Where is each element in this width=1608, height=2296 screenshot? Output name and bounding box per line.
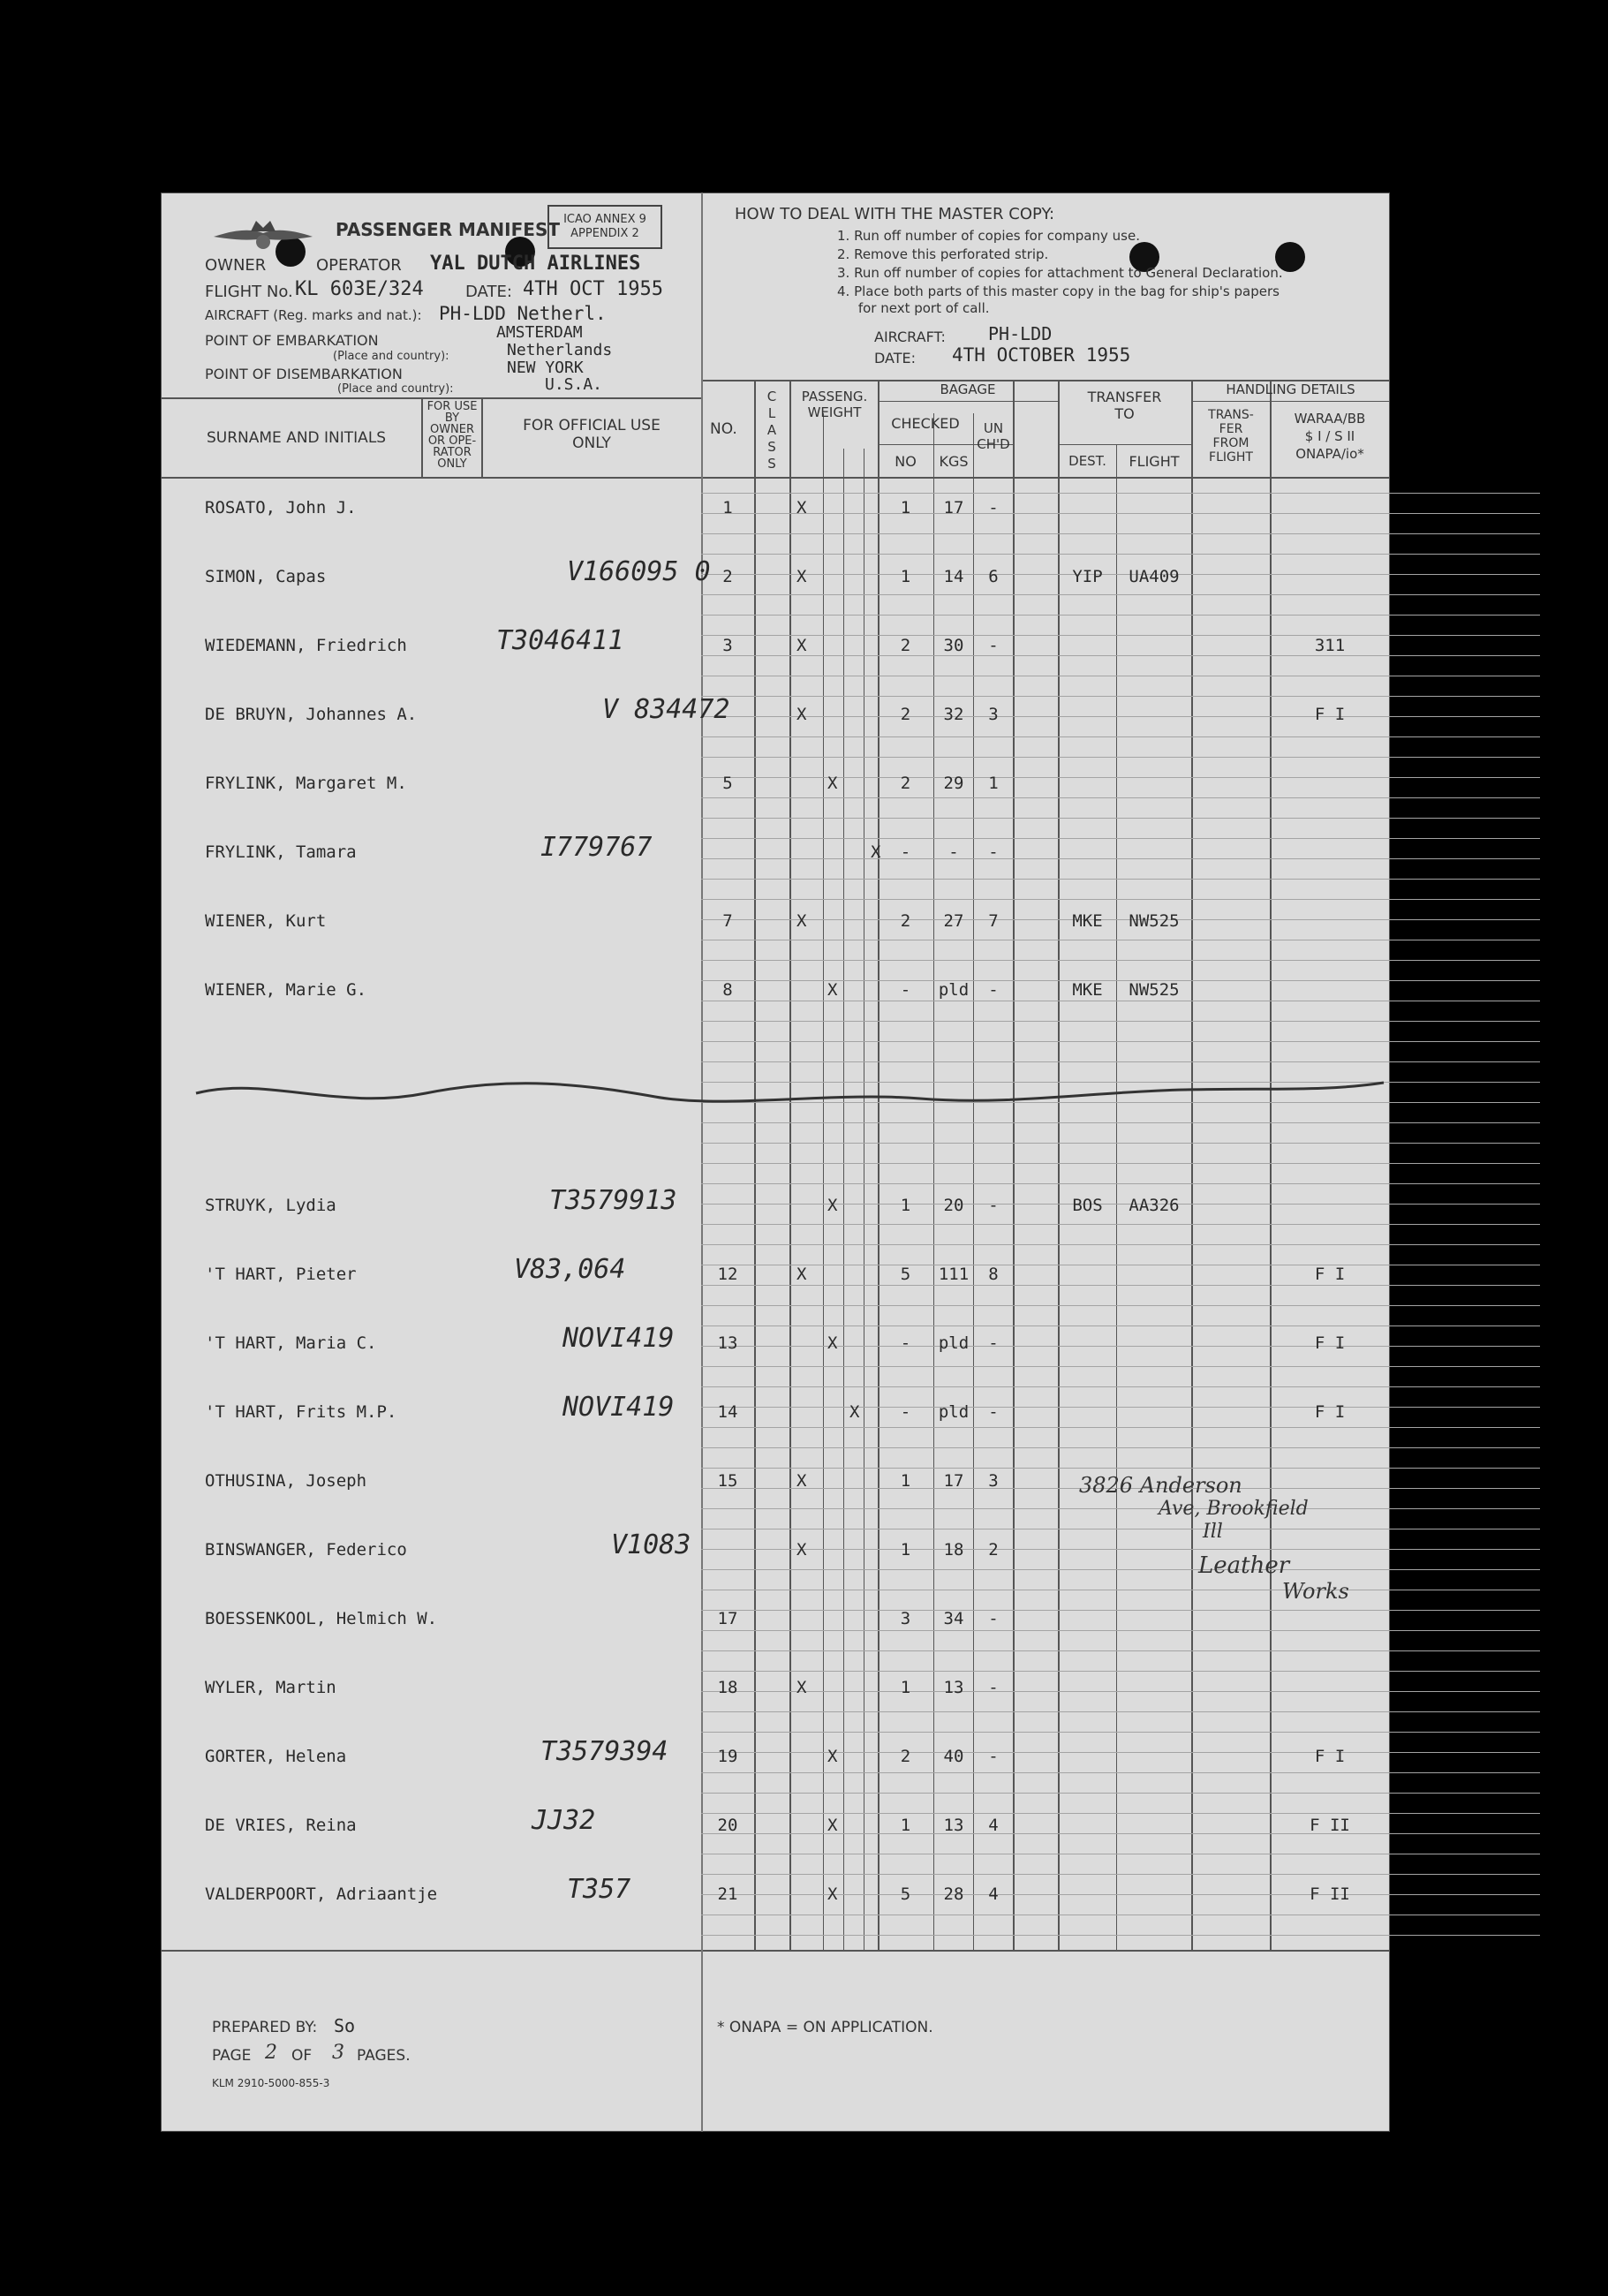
bagage-kgs: 27 [943, 911, 964, 931]
passenger-name: 'T HART, Frits M.P. [205, 1402, 397, 1422]
ruled-line [701, 1691, 1540, 1692]
official-line: FOR OFFICIAL USE [523, 417, 661, 434]
col-header-bagage: BAGAGE [940, 381, 996, 397]
transfer-dest: MKE [1072, 980, 1103, 1000]
passenger-number: 8 [722, 980, 733, 1000]
bagage-unchecked: 6 [988, 567, 999, 586]
bagage-kgs: 30 [943, 636, 964, 655]
unchd-line: CH'D [977, 436, 1010, 452]
master-copy-title: HOW TO DEAL WITH THE MASTER COPY: [735, 205, 1055, 223]
bagage-kgs: 34 [943, 1609, 964, 1628]
official-line: ONLY [572, 434, 611, 452]
owner-use-line: ONLY [437, 457, 467, 471]
bagage-sub-divider [878, 401, 1058, 402]
master-aircraft-label: AIRCRAFT: [874, 329, 946, 345]
ruled-line [701, 838, 1540, 839]
ruled-line [701, 1569, 1540, 1570]
ruled-line [701, 1874, 1540, 1875]
handwritten-strike-line [161, 1067, 1390, 1120]
icao-annex: ICAO ANNEX 9 [563, 213, 646, 226]
operator-label: OPERATOR [316, 256, 402, 275]
master-copy-step: 1. Run off number of copies for company use. [837, 228, 1140, 244]
handwritten-passport-no: NOVI419 [562, 1392, 675, 1423]
of-label: OF [291, 2047, 313, 2065]
bagage-kgs: 40 [943, 1747, 964, 1766]
bagage-kgs: 14 [943, 567, 964, 586]
bagage-unchecked: 3 [988, 1471, 999, 1491]
bagage-unchecked: 4 [988, 1884, 999, 1904]
bagage-kgs: 13 [943, 1678, 964, 1697]
ruled-line [701, 615, 1540, 616]
passeng-line: WEIGHT [807, 404, 862, 420]
bagage-unchecked: 8 [988, 1265, 999, 1284]
date-label: DATE: [465, 283, 512, 301]
bagage-kgs: - [948, 842, 959, 862]
class-weight-x-mark: X [796, 1540, 807, 1560]
class-letter: S [767, 456, 776, 472]
passenger-number: 17 [717, 1609, 738, 1628]
ruled-line [701, 960, 1540, 961]
passenger-name: GORTER, Helena [205, 1747, 347, 1766]
manifest-sheet [161, 193, 1390, 2132]
passenger-name: FRYLINK, Tamara [205, 842, 357, 862]
icao-box [547, 205, 662, 249]
passenger-name: OTHUSINA, Joseph [205, 1471, 367, 1491]
bagage-kgs: 13 [943, 1816, 964, 1835]
class-weight-x-mark: X [827, 1333, 838, 1353]
bagage-count: 2 [900, 636, 911, 655]
ruled-line [701, 1772, 1540, 1773]
owner-use-line: RATOR [433, 446, 472, 459]
ruled-line [701, 1061, 1540, 1062]
passenger-number: 18 [717, 1678, 738, 1697]
bagage-unchecked: - [988, 636, 999, 655]
passenger-number: 15 [717, 1471, 738, 1491]
ruled-line [701, 879, 1540, 880]
master-date-value: 4TH OCTOBER 1955 [952, 344, 1131, 366]
handling-sub-divider [1191, 401, 1390, 402]
bagage-unchecked: - [988, 1333, 999, 1353]
pages-label: PAGES. [357, 2047, 411, 2065]
waraa-line: ONAPA/io* [1295, 446, 1364, 462]
handwritten-passport-no: T3046411 [496, 625, 624, 656]
handwritten-passport-no: T3579913 [549, 1185, 677, 1216]
trans-from-line: TRANS- [1208, 408, 1254, 422]
ruled-line [701, 1508, 1540, 1509]
passenger-name: VALDERPOORT, Adriaantje [205, 1884, 438, 1904]
class-weight-x-mark: X [796, 498, 807, 517]
class-weight-x-mark: X [796, 705, 807, 724]
class-weight-x-mark: X [796, 1471, 807, 1491]
col-divider [843, 449, 844, 1950]
handwritten-address-line: Ill [1203, 1521, 1223, 1543]
bagage-unchecked: - [988, 1402, 999, 1422]
bagage-kgs: pld [938, 980, 970, 1000]
transfer-flight: AA326 [1129, 1196, 1180, 1215]
bagage-kgs: pld [938, 1402, 970, 1422]
onapa-note: * ONAPA = ON APPLICATION. [717, 2019, 933, 2036]
bagage-count: 1 [900, 1471, 911, 1491]
bagage-kgs: 20 [943, 1196, 964, 1215]
bagage-unchecked: - [988, 842, 999, 862]
aircraft-value: PH-LDD Netherl. [439, 303, 607, 324]
ruled-line [701, 1325, 1540, 1326]
handwritten-passport-no: V166095 0 [567, 556, 711, 587]
ruled-line [701, 1793, 1540, 1794]
col-divider [421, 397, 423, 477]
handling-code: F I [1314, 1747, 1346, 1766]
bagage-count: 1 [900, 1678, 911, 1697]
trans-from-line: FER [1219, 422, 1243, 436]
handwritten-address-line: Ave, Brookfield [1159, 1498, 1309, 1520]
passenger-name: 'T HART, Maria C. [205, 1333, 377, 1353]
passenger-name: FRYLINK, Margaret M. [205, 774, 407, 793]
bagage-count: 3 [900, 1609, 911, 1628]
bagage-count: 1 [900, 1816, 911, 1835]
owner-label: OWNER [205, 256, 267, 275]
bagage-unchecked: 7 [988, 911, 999, 931]
col-divider [823, 413, 824, 1950]
handling-code: 311 [1314, 636, 1346, 655]
bagage-unchecked: - [988, 1678, 999, 1697]
handwritten-address-line: Leather [1198, 1552, 1290, 1579]
bagage-count: 1 [900, 1196, 911, 1215]
date-value: 4TH OCT 1955 [523, 278, 663, 300]
transfer-line: TRANSFER [1087, 389, 1162, 405]
bagage-count: 1 [900, 498, 911, 517]
ruled-line [701, 797, 1540, 798]
ruled-line [701, 1224, 1540, 1225]
passenger-number: 12 [717, 1265, 738, 1284]
ruled-line [701, 533, 1540, 534]
ruled-line [701, 696, 1540, 697]
transfer-flight: NW525 [1129, 911, 1180, 931]
bagage-kgs: 29 [943, 774, 964, 793]
bagage-unchecked: 4 [988, 1816, 999, 1835]
passenger-name: WIENER, Marie G. [205, 980, 367, 1000]
passenger-name: SIMON, Capas [205, 567, 327, 586]
bagage-kgs: 17 [943, 1471, 964, 1491]
passenger-number: 14 [717, 1402, 738, 1422]
ruled-line [701, 635, 1540, 636]
ruled-line [701, 1610, 1540, 1611]
ruled-line [701, 1305, 1540, 1306]
col-header-surname: SURNAME AND INITIALS [207, 429, 387, 447]
icao-appendix: APPENDIX 2 [570, 227, 639, 240]
ruled-line [701, 1549, 1540, 1550]
ruled-line [701, 736, 1540, 737]
bagage-kgs: 111 [938, 1265, 970, 1284]
passenger-name: BINSWANGER, Federico [205, 1540, 407, 1560]
col-header-checked: CHECKED [891, 415, 960, 432]
page-label: PAGE [212, 2047, 252, 2065]
class-weight-x-mark: X [827, 1816, 838, 1835]
handwritten-passport-no: I779767 [540, 832, 653, 863]
ruled-line [701, 655, 1540, 656]
passeng-line: PASSENG. [801, 389, 868, 404]
bagage-unchecked: 3 [988, 705, 999, 724]
class-weight-x-mark: X [796, 1265, 807, 1284]
bagage-kgs: pld [938, 1333, 970, 1353]
handling-code: F II [1310, 1884, 1350, 1904]
perforation-line [701, 193, 703, 2132]
bagage-unchecked: 2 [988, 1540, 999, 1560]
passenger-name: 'T HART, Pieter [205, 1265, 357, 1284]
ruled-line [701, 1407, 1540, 1408]
bagage-count: - [900, 980, 911, 1000]
master-copy-step: 2. Remove this perforated strip. [837, 246, 1049, 262]
disembark-label: POINT OF DISEMBARKATION [205, 366, 403, 382]
col-header-unchd [974, 420, 1013, 452]
ruled-line [701, 1041, 1540, 1042]
bagage-count: - [900, 1333, 911, 1353]
ruled-line [701, 1935, 1540, 1936]
class-weight-x-mark: X [827, 774, 838, 793]
col-header-official [484, 417, 699, 452]
passenger-number: 5 [722, 774, 733, 793]
owner-use-line: OR OPE- [427, 434, 477, 448]
passenger-name: WIENER, Kurt [205, 911, 327, 931]
col-header-transfer [1058, 389, 1191, 422]
handwritten-passport-no: JJ32 [532, 1805, 596, 1836]
ruled-line [701, 1183, 1540, 1184]
prepared-by-label: PREPARED BY: [212, 2019, 318, 2036]
passenger-name: WYLER, Martin [205, 1678, 336, 1697]
ruled-line [701, 1671, 1540, 1672]
col-header-kgs: KGS [939, 453, 969, 470]
master-copy-step: 3. Run off number of copies for attachment to General Declaration. [837, 265, 1283, 281]
handwritten-passport-no: V 834472 [602, 694, 730, 725]
ruled-line [701, 1244, 1540, 1245]
ruled-line [701, 1813, 1540, 1814]
place-country-hint: (Place and country): [337, 382, 454, 396]
passenger-name: DE VRIES, Reina [205, 1816, 357, 1835]
transfer-sub-divider [1058, 444, 1191, 445]
passenger-number: 21 [717, 1884, 738, 1904]
master-copy-step: for next port of call. [837, 300, 990, 316]
handwritten-address-line: 3826 Anderson [1079, 1473, 1242, 1498]
handwritten-passport-no: T357 [567, 1874, 631, 1905]
ruled-line [701, 1650, 1540, 1651]
bagage-count: - [900, 842, 911, 862]
passenger-name: BOESSENKOOL, Helmich W. [205, 1609, 438, 1628]
passenger-name: WIEDEMANN, Friedrich [205, 636, 407, 655]
class-weight-x-mark: X [827, 1747, 838, 1766]
column-header-bottom [161, 477, 1390, 479]
ruled-line [701, 1366, 1540, 1367]
class-letter: C [766, 389, 777, 404]
ruled-line [701, 594, 1540, 595]
ruled-line [701, 1021, 1540, 1022]
master-aircraft-value: PH-LDD [988, 323, 1053, 344]
aircraft-label: AIRCRAFT (Reg. marks and nat.): [205, 307, 422, 323]
handling-code: F II [1310, 1816, 1350, 1835]
ruled-line [701, 1285, 1540, 1286]
place-country-hint: (Place and country): [333, 350, 449, 363]
transfer-flight: UA409 [1129, 567, 1180, 586]
ruled-line [701, 1122, 1540, 1123]
bagage-kgs: 17 [943, 498, 964, 517]
passenger-number: 19 [717, 1747, 738, 1766]
form-code: KLM 2910-5000-855-3 [212, 2077, 330, 2089]
bagage-count: 5 [900, 1884, 911, 1904]
transfer-dest: BOS [1072, 1196, 1103, 1215]
class-weight-x-mark: X [796, 911, 807, 931]
ruled-line [701, 1711, 1540, 1712]
ruled-line [701, 899, 1540, 900]
embark-value-country: Netherlands [507, 341, 613, 359]
transfer-line: TO [1114, 405, 1135, 422]
col-header-no: NO. [710, 420, 737, 438]
bagage-unchecked: - [988, 1609, 999, 1628]
ruled-line [701, 493, 1540, 494]
owner-use-line: FOR USE [427, 400, 478, 413]
bagage-count: 1 [900, 1540, 911, 1560]
handling-code: F I [1314, 1402, 1346, 1422]
trans-from-line: FLIGHT [1209, 450, 1253, 464]
handwritten-passport-no: NOVI419 [562, 1323, 675, 1354]
passenger-number: 3 [722, 636, 733, 655]
prepared-by-value: So [334, 2015, 356, 2036]
handling-code: F I [1314, 705, 1346, 724]
ruled-line [701, 1427, 1540, 1428]
flight-value: KL 603E/324 [295, 278, 424, 300]
bagage-count: 1 [900, 567, 911, 586]
handwritten-address-line: Works [1282, 1579, 1349, 1604]
handwritten-passport-no: V83,064 [514, 1254, 626, 1285]
bagage-kgs: 28 [943, 1884, 964, 1904]
class-weight-x-mark: X [849, 1402, 860, 1422]
bagage-count: 2 [900, 705, 911, 724]
bagage-unchecked: - [988, 980, 999, 1000]
page-value: 2 [265, 2042, 277, 2064]
class-weight-x-mark: X [796, 636, 807, 655]
bagage-kgs: 18 [943, 1540, 964, 1560]
bagage-count: 2 [900, 774, 911, 793]
ruled-line [701, 1732, 1540, 1733]
flight-label: FLIGHT No. [205, 283, 293, 301]
col-header-checked-no: NO [895, 453, 917, 470]
ruled-line [701, 513, 1540, 514]
embark-value-city: AMSTERDAM [496, 323, 583, 342]
handwritten-passport-no: V1083 [611, 1529, 691, 1560]
col-header-passeng-weight [791, 389, 878, 420]
bagage-count: 5 [900, 1265, 911, 1284]
col-header-dest: DEST. [1068, 453, 1106, 469]
passenger-name: ROSATO, John J. [205, 498, 357, 517]
class-weight-x-mark: X [827, 1884, 838, 1904]
handling-code: F I [1314, 1265, 1346, 1284]
bagage-count: 2 [900, 911, 911, 931]
class-weight-x-mark: X [827, 1196, 838, 1215]
ruled-line [701, 1447, 1540, 1448]
ruled-line [701, 716, 1540, 717]
col-header-handling: HANDLING DETAILS [1226, 381, 1355, 397]
class-letter: L [767, 405, 776, 421]
bagage-unchecked: - [988, 498, 999, 517]
bagage-unchecked: - [988, 1196, 999, 1215]
trans-from-line: FROM [1212, 436, 1249, 450]
bagage-kgs: 32 [943, 705, 964, 724]
waraa-line: WARAA/BB [1294, 411, 1366, 427]
master-date-label: DATE: [874, 350, 917, 366]
disembark-value-city: NEW YORK [507, 359, 584, 377]
bagage-unchecked: - [988, 1747, 999, 1766]
table-bottom [161, 1950, 1390, 1952]
passenger-number: 2 [722, 567, 733, 586]
col-header-owner-use [424, 401, 480, 470]
bagage-count: 2 [900, 1747, 911, 1766]
bagage-unchecked: 1 [988, 774, 999, 793]
manifest-title: PASSENGER MANIFEST [336, 219, 560, 240]
col-header-class [756, 389, 788, 472]
embark-label: POINT OF EMBARKATION [205, 332, 379, 349]
disembark-value-country: U.S.A. [545, 375, 603, 394]
transfer-flight: NW525 [1129, 980, 1180, 1000]
passenger-number: 20 [717, 1816, 738, 1835]
ruled-line [701, 1630, 1540, 1631]
class-weight-x-mark: X [827, 980, 838, 1000]
ruled-line [701, 1143, 1540, 1144]
unchd-line: UN [983, 420, 1004, 436]
ruled-line [701, 1386, 1540, 1387]
klm-crown-logo-icon [210, 215, 316, 256]
ruled-line [701, 554, 1540, 555]
passenger-name: STRUYK, Lydia [205, 1196, 336, 1215]
col-header-flight: FLIGHT [1129, 453, 1180, 470]
passenger-number: 7 [722, 911, 733, 931]
ruled-line [701, 858, 1540, 859]
ruled-line [701, 757, 1540, 758]
handwritten-passport-no: T3579394 [540, 1736, 668, 1767]
col-divider [481, 397, 483, 477]
class-weight-x-mark: X [796, 567, 807, 586]
waraa-line: $ I / S II [1304, 428, 1355, 444]
master-copy-step: 4. Place both parts of this master copy in the bag for ship's papers [837, 283, 1280, 299]
class-weight-x-mark: X [871, 842, 881, 862]
class-letter: A [766, 422, 777, 438]
owner-use-line: OWNER [429, 423, 475, 436]
col-header-waraa [1271, 410, 1389, 463]
class-letter: S [767, 439, 776, 455]
passenger-name: DE BRUYN, Johannes A. [205, 705, 418, 724]
ruled-line [701, 818, 1540, 819]
ruled-line [701, 1163, 1540, 1164]
passenger-number: 1 [722, 498, 733, 517]
owner-use-line: BY [444, 412, 460, 425]
header-divider [161, 397, 701, 399]
passenger-number: 13 [717, 1333, 738, 1353]
of-value: 3 [332, 2042, 344, 2064]
handling-code: F I [1314, 1333, 1346, 1353]
transfer-dest: MKE [1072, 911, 1103, 931]
transfer-dest: YIP [1072, 567, 1103, 586]
col-header-trans-from [1192, 408, 1270, 464]
operator-value: YAL DUTCH AIRLINES [430, 253, 641, 275]
class-weight-x-mark: X [796, 1678, 807, 1697]
bagage-count: - [900, 1402, 911, 1422]
ruled-line [701, 1468, 1540, 1469]
